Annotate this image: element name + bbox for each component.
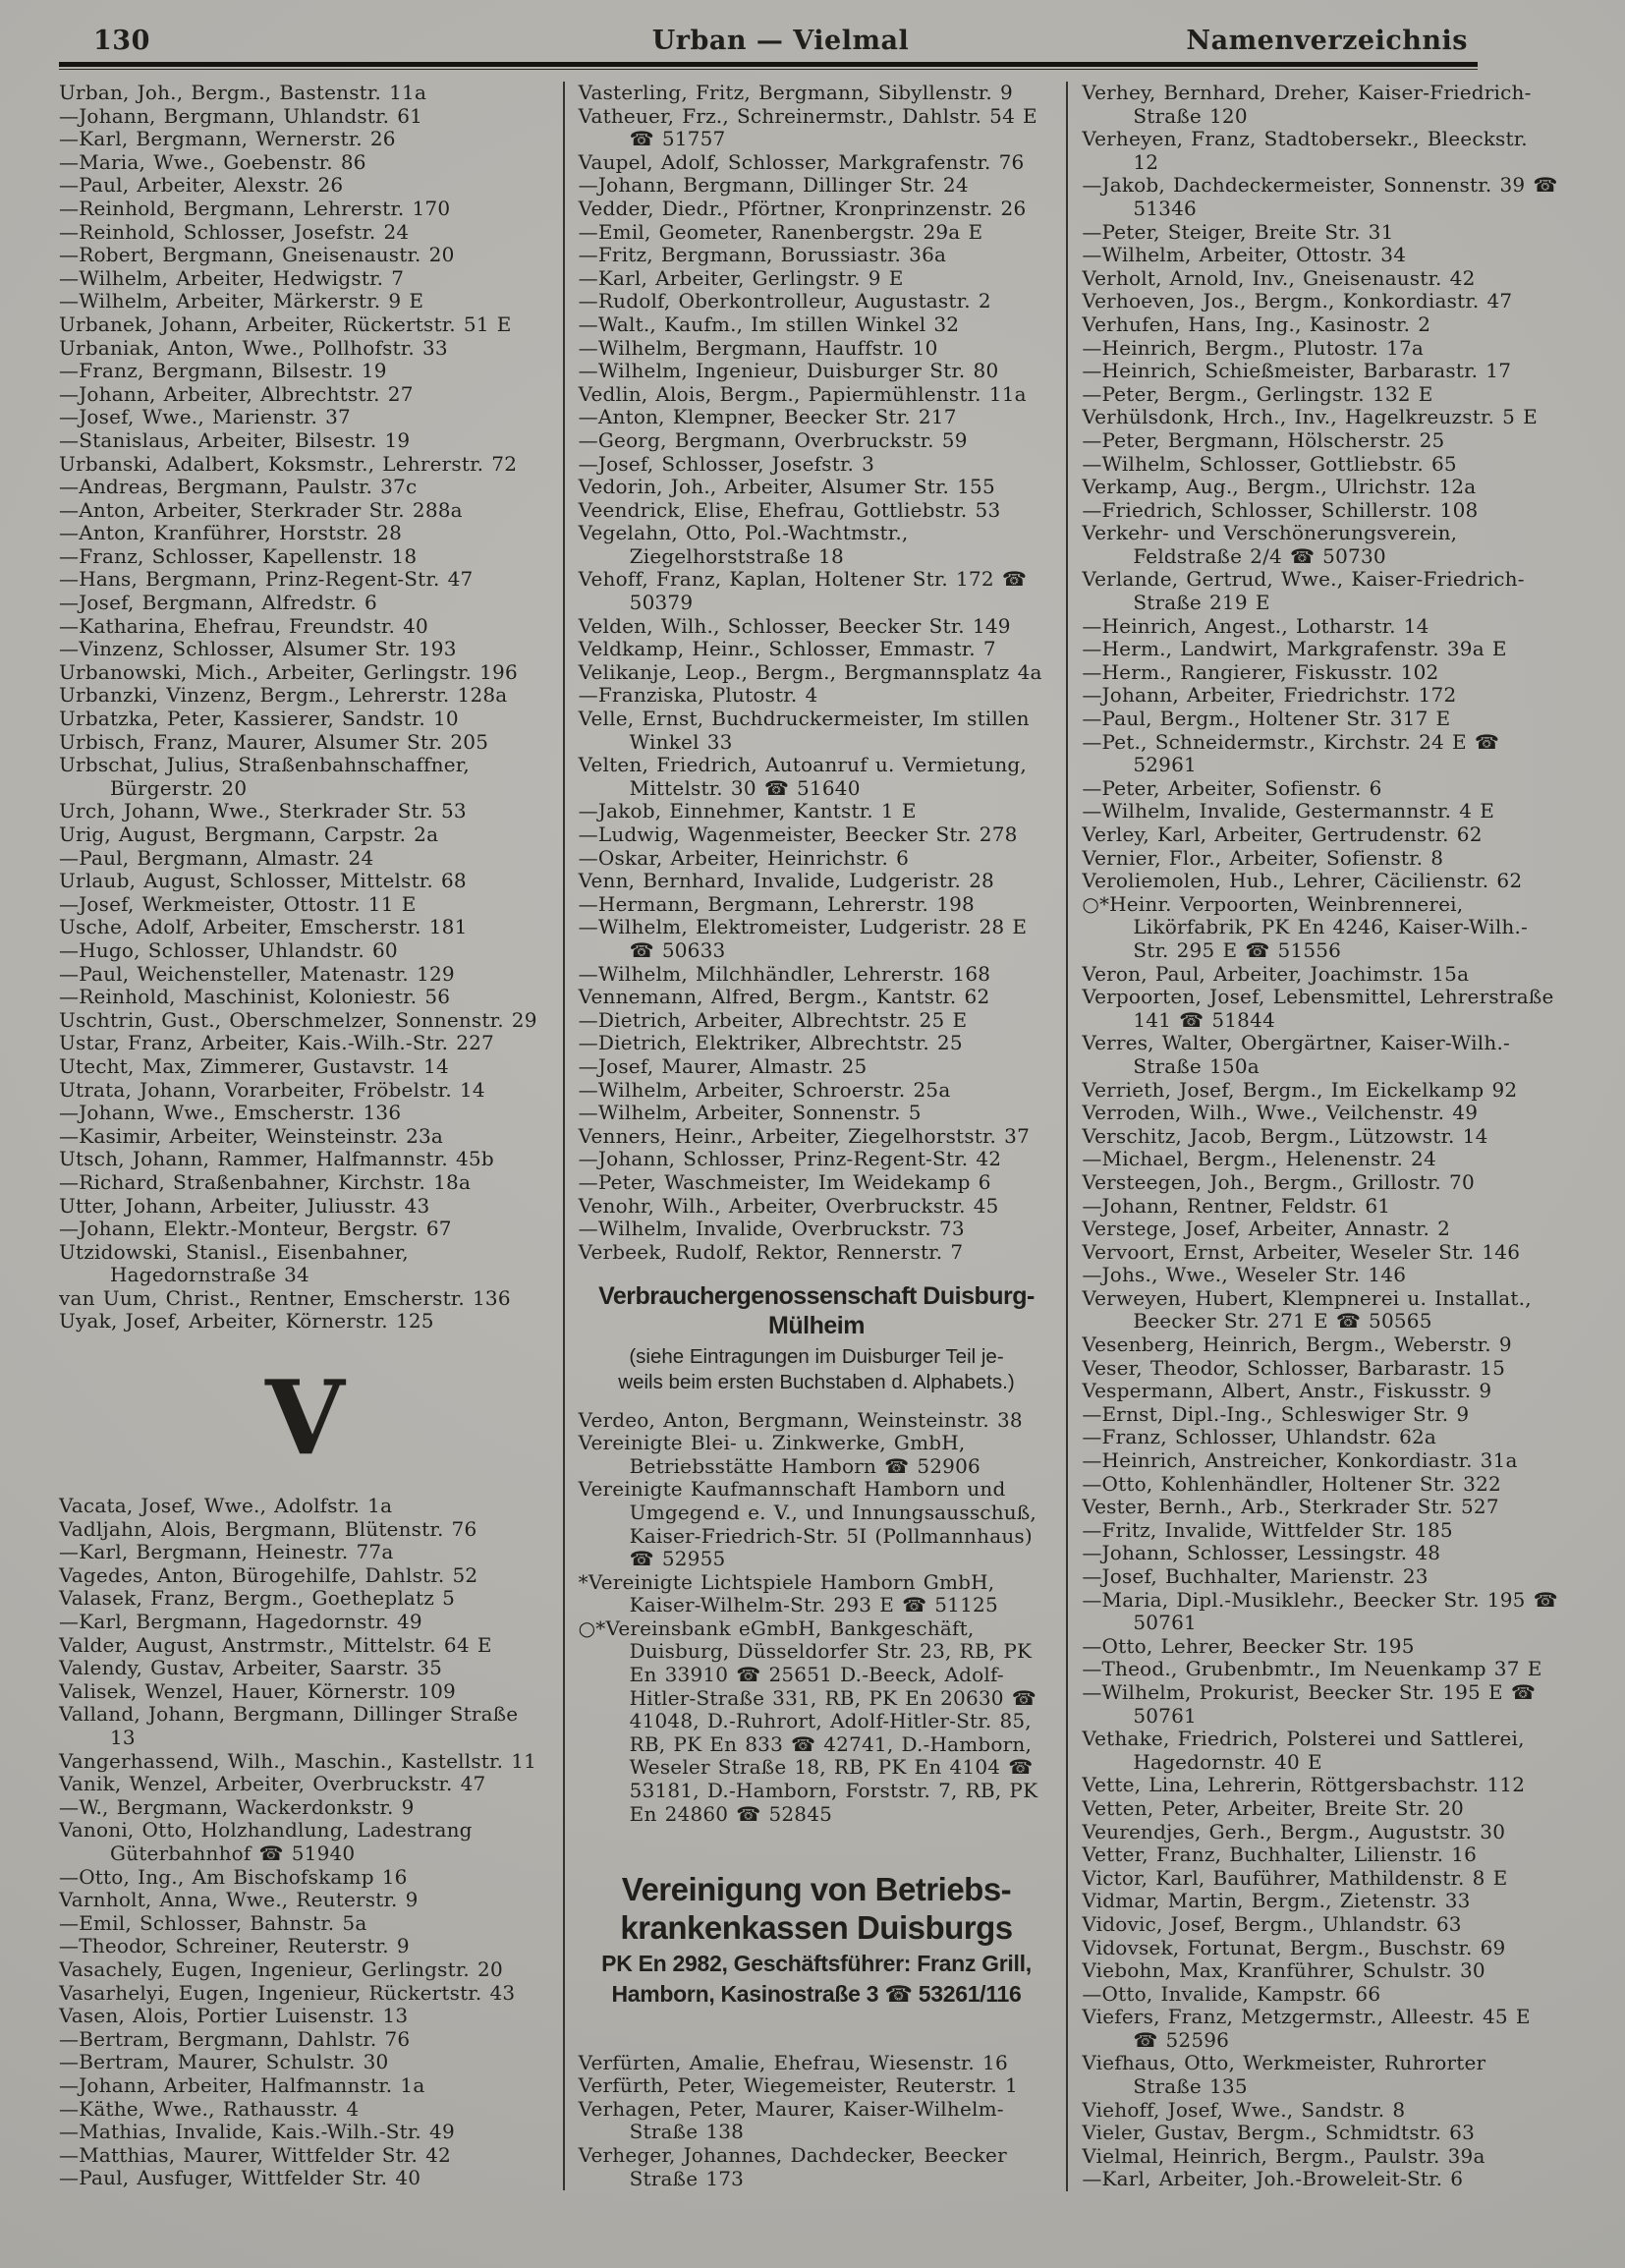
ad-consumer-coop-note: weils beim ersten Buchstaben d. Alphabets.) [618, 1370, 1015, 1393]
directory-entry: Vedlin, Alois, Bergm., Papiermühlenstr. 11a [578, 381, 1027, 406]
page-title: Urban — Vielmal [651, 26, 910, 56]
directory-entry: Verheyen, Franz, Stadtobersekr., Bleeckstr. 12 [1082, 127, 1528, 174]
directory-entry: Vegelahn, Otto, Pol.-Wachtmstr., Ziegelhorststraße 18 [578, 521, 909, 568]
directory-entry: —Reinhold, Schlosser, Josefstr. 24 [59, 219, 410, 244]
directory-entry: —Stanislaus, Arbeiter, Bilsestr. 19 [59, 427, 411, 452]
directory-entry: Versteegen, Joh., Bergm., Grillostr. 70 [1082, 1169, 1475, 1194]
directory-entry: Vidovsek, Fortunat, Bergm., Buschstr. 69 [1082, 1935, 1506, 1959]
directory-entry: Viehoff, Josef, Wwe., Sandstr. 8 [1082, 2097, 1406, 2122]
directory-entry: —Theod., Grubenbmtr., Im Neuenkamp 37 E [1082, 1657, 1542, 1681]
directory-entry: —Käthe, Wwe., Rathausstr. 4 [59, 2096, 360, 2121]
directory-entry: Valendy, Gustav, Arbeiter, Saarstr. 35 [59, 1656, 443, 1680]
directory-entry: —Wilhelm, Bergmann, Hauffstr. 10 [578, 335, 938, 360]
directory-entry: Verhoeven, Jos., Bergm., Konkordiastr. 47 [1082, 289, 1513, 313]
directory-entry: van Uum, Christ., Rentner, Emscherstr. 136 [59, 1285, 511, 1310]
directory-entry: —Wilhelm, Elektromeister, Ludgeristr. 28 E ☎ 50633 [578, 915, 1028, 962]
directory-columns [0, 70, 1625, 2191]
directory-entry: Verweyen, Hubert, Klempnerei u. Installat., Beecker Str. 271 E ☎ 50565 [1082, 1285, 1532, 1333]
directory-entry: —Matthias, Maurer, Wittfelder Str. 42 [59, 2142, 451, 2167]
directory-entry: —Ernst, Dipl.-Ing., Schleswiger Str. 9 [1082, 1401, 1470, 1426]
directory-entry: —Bertram, Maurer, Schulstr. 30 [59, 2050, 389, 2074]
directory-entry: —Wilhelm, Schlosser, Gottliebstr. 65 [1082, 451, 1457, 476]
directory-entry: —Karl, Bergmann, Wernerstr. 26 [59, 127, 396, 151]
directory-entry: —Johann, Bergmann, Dillinger Str. 24 [578, 173, 969, 198]
directory-entry: Varnholt, Anna, Wwe., Reuterstr. 9 [59, 1888, 419, 1912]
directory-entry: Utrata, Johann, Vorarbeiter, Fröbelstr. 14 [59, 1077, 485, 1102]
directory-entry: Verhülsdonk, Hrch., Inv., Hagelkreuzstr. 5 E [1082, 405, 1538, 429]
directory-entry: —Mathias, Invalide, Kais.-Wilh.-Str. 49 [59, 2120, 455, 2144]
directory-entry: —Josef, Buchhalter, Marienstr. 23 [1082, 1564, 1429, 1588]
directory-entry: —Friedrich, Schlosser, Schillerstr. 108 [1082, 497, 1479, 522]
directory-entry: —Josef, Maurer, Almastr. 25 [578, 1053, 868, 1078]
directory-entry: —Wilhelm, Arbeiter, Ottostr. 34 [1082, 243, 1407, 267]
directory-entry: —Johann, Arbeiter, Halfmannstr. 1a [59, 2072, 425, 2097]
directory-entry: —Johann, Arbeiter, Albrechtstr. 27 [59, 381, 414, 406]
directory-entry: Velten, Friedrich, Autoanruf u. Vermietung, Mittelstr. 30 ☎ 51640 [578, 753, 1027, 800]
directory-entry: —Peter, Bergmann, Hölscherstr. 25 [1082, 427, 1445, 452]
directory-entry: *Vereinigte Lichtspiele Hamborn GmbH, Kaiser-Wilhelm-Str. 293 E ☎ 51125 [578, 1569, 998, 1617]
directory-entry: —Bertram, Bergmann, Dahlstr. 76 [59, 2026, 411, 2051]
directory-entry: Vidovic, Josef, Bergm., Uhlandstr. 63 [1082, 1911, 1462, 1936]
directory-entry: —Heinrich, Anstreicher, Konkordiastr. 31a [1082, 1448, 1518, 1473]
directory-entry: —Kasimir, Arbeiter, Weinsteinstr. 23a [59, 1123, 444, 1148]
directory-entry: Verres, Walter, Obergärtner, Kaiser-Wilh.-Straße 150a [1082, 1031, 1510, 1078]
directory-entry: Vetter, Franz, Buchhalter, Lilienstr. 16 [1082, 1843, 1478, 1867]
directory-entry: —Johann, Arbeiter, Friedrichstr. 172 [1082, 683, 1457, 708]
directory-column-2 [563, 82, 1067, 2190]
directory-entry: Veendrick, Elise, Ehefrau, Gottliebstr. 53 [578, 497, 1001, 522]
directory-entry: Vetten, Peter, Arbeiter, Breite Str. 20 [1082, 1795, 1464, 1820]
directory-entry: —Richard, Straßenbahner, Kirchstr. 18a [59, 1169, 472, 1194]
directory-entry: —Wilhelm, Arbeiter, Märkerstr. 9 E [59, 289, 424, 313]
directory-entry: —Anton, Arbeiter, Sterkrader Str. 288a [59, 497, 463, 522]
directory-entry: Viebohn, Max, Kranführer, Schulstr. 30 [1082, 1958, 1485, 1983]
directory-entry: —Oskar, Arbeiter, Heinrichstr. 6 [578, 845, 910, 870]
header-rule-thick [59, 62, 1478, 67]
directory-entry: —Paul, Bergmann, Almastr. 24 [59, 845, 374, 870]
directory-entry: Vervoort, Ernst, Arbeiter, Weseler Str. 146 [1082, 1239, 1521, 1264]
directory-entry: Veron, Paul, Arbeiter, Joachimstr. 15a [1082, 961, 1470, 986]
directory-entry: —Theodor, Schreiner, Reuterstr. 9 [59, 1934, 410, 1958]
directory-entry: Utzidowski, Stanisl., Eisenbahner, Hagedornstraße 34 [59, 1239, 409, 1287]
directory-entry: Verbeek, Rudolf, Rektor, Rennerstr. 7 [578, 1239, 964, 1264]
directory-entry: —Georg, Bergmann, Overbruckstr. 59 [578, 427, 968, 452]
directory-entry: —Emil, Schlosser, Bahnstr. 5a [59, 1910, 367, 1935]
page-number: 130 [93, 26, 150, 56]
directory-entry: —Maria, Dipl.-Musiklehr., Beecker Str. 195 ☎ 50761 [1082, 1587, 1558, 1635]
directory-entry: Urbanzki, Vinzenz, Bergm., Lehrerstr. 128a [59, 683, 508, 708]
directory-entry: Urbanek, Johann, Arbeiter, Rückertstr. 51 E [59, 312, 512, 336]
directory-entry: Verholt, Arnold, Inv., Gneisenaustr. 42 [1082, 265, 1476, 290]
directory-entry: ○*Heinr. Verpoorten, Weinbrennerei, Likörfabrik, PK En 4246, Kaiser-Wilh.-Str. 295 E ☎ 51556 [1082, 891, 1529, 962]
directory-entry: —Otto, Lehrer, Beecker Str. 195 [1082, 1633, 1415, 1658]
directory-entry: Vasen, Alois, Portier Luisenstr. 13 [59, 2004, 409, 2028]
directory-entry: Urban, Joh., Bergm., Bastenstr. 11a [59, 81, 427, 104]
directory-entry: Veldkamp, Heinr., Schlosser, Emmastr. 7 [578, 637, 996, 661]
directory-entry: —Emil, Geometer, Ranenbergstr. 29a E [578, 219, 983, 244]
directory-entry: Uyak, Josef, Arbeiter, Körnerstr. 125 [59, 1309, 434, 1333]
directory-entry: Vedder, Diedr., Pförtner, Kronprinzenstr. 26 [578, 196, 1027, 220]
directory-entry: Vanik, Wenzel, Arbeiter, Overbruckstr. 47 [59, 1772, 486, 1796]
directory-entry: Vereinigte Blei- u. Zinkwerke, GmbH, Betriebsstätte Hamborn ☎ 52906 [578, 1431, 981, 1478]
directory-entry: Verfürth, Peter, Wiegemeister, Reuterstr. 1 [578, 2073, 1018, 2098]
directory-entry: Verhagen, Peter, Maurer, Kaiser-Wilhelm-Straße 138 [578, 2096, 1004, 2144]
directory-entry: Verpoorten, Josef, Lebensmittel, Lehrerstraße 141 ☎ 51844 [1082, 985, 1554, 1032]
directory-entry: Valland, Johann, Bergmann, Dillinger Straße 13 [59, 1702, 519, 1749]
directory-entry: —Dietrich, Arbeiter, Albrechtstr. 25 E [578, 1007, 968, 1032]
directory-entry: Vesenberg, Heinrich, Bergm., Weberstr. 9 [1082, 1332, 1512, 1357]
directory-entry: —Herm., Rangierer, Fiskusstr. 102 [1082, 659, 1439, 684]
directory-entry: —Vinzenz, Schlosser, Alsumer Str. 193 [59, 637, 457, 661]
directory-entry: Usche, Adolf, Arbeiter, Emscherstr. 181 [59, 915, 468, 939]
directory-entry: —Fritz, Invalide, Wittfelder Str. 185 [1082, 1517, 1453, 1542]
directory-entry: —W., Bergmann, Wackerdonkstr. 9 [59, 1794, 415, 1819]
directory-entry: —Wilhelm, Invalide, Gestermannstr. 4 E [1082, 799, 1495, 823]
directory-entry: —Heinrich, Schießmeister, Barbarastr. 17 [1082, 359, 1512, 383]
directory-entry: Vette, Lina, Lehrerin, Röttgersbachstr. 112 [1082, 1773, 1526, 1797]
directory-entry: Venn, Bernhard, Invalide, Ludgeristr. 28 [578, 869, 994, 893]
directory-entry: —Anton, Kranführer, Horststr. 28 [59, 521, 403, 545]
directory-entry: Valisek, Wenzel, Hauer, Körnerstr. 109 [59, 1678, 456, 1703]
directory-entry: —Paul, Bergm., Holtener Str. 317 E [1082, 707, 1451, 731]
directory-entry: Viefhaus, Otto, Werkmeister, Ruhrorter Straße 135 [1082, 2051, 1486, 2099]
directory-entry: Verroden, Wilh., Wwe., Veilchenstr. 49 [1082, 1101, 1479, 1125]
directory-entry: Valder, August, Anstrmstr., Mittelstr. 64 E [59, 1632, 492, 1657]
directory-entry: —Karl, Bergmann, Heinestr. 77a [59, 1540, 394, 1564]
directory-entry: Velle, Ernst, Buchdruckermeister, Im stillen Winkel 33 [578, 707, 1030, 754]
directory-entry: —Ludwig, Wagenmeister, Beecker Str. 278 [578, 822, 1018, 846]
directory-entry: Vasachely, Eugen, Ingenieur, Gerlingstr. 20 [59, 1956, 503, 1981]
directory-entry: —Wilhelm, Invalide, Overbruckstr. 73 [578, 1217, 965, 1241]
directory-entry: —Robert, Bergmann, Gneisenaustr. 20 [59, 243, 455, 267]
directory-entry: —Jakob, Einnehmer, Kantstr. 1 E [578, 799, 917, 823]
directory-entry: —Josef, Bergmann, Alfredstr. 6 [59, 591, 377, 615]
directory-entry: Valasek, Franz, Bergm., Goetheplatz 5 [59, 1586, 455, 1611]
directory-entry: Vehoff, Franz, Kaplan, Holtener Str. 172 ☎ 50379 [578, 567, 1027, 615]
directory-entry: —Reinhold, Maschinist, Koloniestr. 56 [59, 985, 451, 1009]
ad-betriebskrankenkassen-title-line: Vereinigung von Betriebs- [621, 1871, 1012, 1908]
directory-entry: —Herm., Landwirt, Markgrafenstr. 39a E [1082, 637, 1507, 661]
directory-entry: Vester, Bernh., Arb., Sterkrader Str. 527 [1082, 1495, 1499, 1519]
ad-consumer-coop-note: (siehe Eintragungen im Duisburger Teil je- [629, 1345, 1004, 1369]
directory-entry: Vereinigte Kaufmannschaft Hamborn und Umgegend e. V., und Innungsausschuß, Kaiser-Friedrich-Str. 5I (Pollmannhaus) ☎ 52955 [578, 1477, 1037, 1571]
directory-entry: Velden, Wilh., Schlosser, Beecker Str. 149 [578, 613, 1011, 638]
directory-entry: —Katharina, Ehefrau, Freundstr. 40 [59, 613, 428, 638]
directory-entry: —Wilhelm, Prokurist, Beecker Str. 195 E ☎ 50761 [1082, 1679, 1536, 1728]
directory-entry: Veser, Theodor, Schlosser, Barbarastr. 15 [1082, 1355, 1506, 1380]
section-letter-V: V [264, 1357, 345, 1479]
ad-betriebskrankenkassen-sub-line: Hamborn, Kasinostraße 3 ☎ 53261/116 [611, 1980, 1022, 2007]
directory-entry: —Johann, Wwe., Emscherstr. 136 [59, 1101, 402, 1125]
directory-entry: Vieler, Gustav, Bergm., Schmidtstr. 63 [1082, 2121, 1476, 2145]
directory-entry: —Peter, Steiger, Breite Str. 31 [1082, 219, 1394, 244]
directory-entry: —Karl, Bergmann, Hagedornstr. 49 [59, 1610, 422, 1634]
directory-entry: Utecht, Max, Zimmerer, Gustavstr. 14 [59, 1053, 449, 1078]
directory-entry: Urbanski, Adalbert, Koksmstr., Lehrerstr. 72 [59, 451, 518, 476]
directory-entry: Vernier, Flor., Arbeiter, Sofienstr. 8 [1082, 845, 1444, 870]
directory-entry: —Hans, Bergmann, Prinz-Regent-Str. 47 [59, 567, 474, 592]
directory-entry: Victor, Karl, Bauführer, Mathildenstr. 8 E [1082, 1865, 1508, 1890]
directory-entry: Urlaub, August, Schlosser, Mittelstr. 68 [59, 869, 467, 893]
directory-entry: Vasarhelyi, Eugen, Ingenieur, Rückertstr. 43 [59, 1980, 516, 2005]
directory-entry: —Paul, Ausfuger, Wittfelder Str. 40 [59, 2166, 421, 2190]
directory-entry: —Peter, Arbeiter, Sofienstr. 6 [1082, 775, 1382, 800]
directory-entry: —Walt., Kaufm., Im stillen Winkel 32 [578, 312, 960, 336]
directory-entry: Urch, Johann, Wwe., Sterkrader Str. 53 [59, 799, 467, 823]
directory-entry: —Karl, Arbeiter, Gerlingstr. 9 E [578, 265, 904, 290]
directory-entry: Vidmar, Martin, Bergm., Zietenstr. 33 [1082, 1889, 1471, 1913]
header-section-label: Namenverzeichnis [1186, 26, 1468, 56]
directory-column-3 [1066, 82, 1570, 2191]
directory-entry: —Karl, Arbeiter, Joh.-Broweleit-Str. 6 [1082, 2167, 1464, 2191]
directory-entry: —Otto, Kohlenhändler, Holtener Str. 322 [1082, 1471, 1501, 1496]
directory-entry: Vanoni, Otto, Holzhandlung, Ladestrang Güterbahnhof ☎ 51940 [59, 1818, 473, 1865]
directory-entry: Vethake, Friedrich, Polsterei und Sattlerei, Hagedornstr. 40 E [1082, 1727, 1525, 1774]
directory-entry: Urbanowski, Mich., Arbeiter, Gerlingstr. 196 [59, 659, 518, 684]
ad-betriebskrankenkassen-title-line: krankenkassen Duisburgs [620, 1909, 1013, 1947]
directory-entry: —Otto, Ing., Am Bischofskamp 16 [59, 1864, 408, 1889]
directory-entry: —Wilhelm, Arbeiter, Sonnenstr. 5 [578, 1101, 922, 1125]
directory-entry: Verhey, Bernhard, Dreher, Kaiser-Friedrich-Straße 120 [1082, 81, 1532, 128]
directory-entry: Verley, Karl, Arbeiter, Gertrudenstr. 62 [1082, 822, 1483, 846]
directory-entry: Ustar, Franz, Arbeiter, Kais.-Wilh.-Str. 227 [59, 1031, 494, 1055]
directory-entry: Vasterling, Fritz, Bergmann, Sibyllenstr. 9 [578, 81, 1013, 104]
directory-entry: Urbatzka, Peter, Kassierer, Sandstr. 10 [59, 707, 459, 731]
directory-entry: —Josef, Wwe., Marienstr. 37 [59, 405, 351, 429]
directory-entry: —Heinrich, Bergm., Plutostr. 17a [1082, 335, 1425, 360]
directory-entry: Veroliemolen, Hub., Lehrer, Cäcilienstr. 62 [1082, 869, 1523, 893]
directory-entry: Verfürten, Amalie, Ehefrau, Wiesenstr. 16 [578, 2050, 1008, 2074]
directory-entry: —Peter, Bergm., Gerlingstr. 132 E [1082, 381, 1433, 406]
directory-entry: Verkehr- und Verschönerungsverein, Feldstraße 2/4 ☎ 50730 [1082, 521, 1458, 568]
directory-entry: —Franz, Schlosser, Kapellenstr. 18 [59, 543, 418, 568]
directory-entry: —Franz, Bergmann, Bilsestr. 19 [59, 359, 387, 383]
directory-entry: —Franz, Schlosser, Uhlandstr. 62a [1082, 1425, 1437, 1449]
directory-entry: —Wilhelm, Ingenieur, Duisburger Str. 80 [578, 359, 999, 383]
directory-entry: —Reinhold, Bergmann, Lehrerstr. 170 [59, 196, 451, 220]
directory-entry: Verlande, Gertrud, Wwe., Kaiser-Friedrich-Straße 219 E [1082, 567, 1525, 615]
directory-entry: ○*Vereinsbank eGmbH, Bankgeschäft, Duisburg, Düsseldorfer Str. 23, RB, PK En 33910 ☎ 25651 D.-Beeck, Adolf-Hitler-Straße 331, RB, PK En 20630 ☎ 41048, D.-Ruhrort, Adolf-Hitler-Str. 85, RB, PK En 833 ☎ 42741, D.-Hamborn, Weseler Straße 18, RB, PK En 4104 ☎ 53181, D.-Hamborn, Forststr. 7, RB, PK En 24860 ☎ 52845 [578, 1616, 1038, 1826]
directory-entry: Verdeo, Anton, Bergmann, Weinsteinstr. 38 [578, 1407, 1023, 1432]
directory-entry: —Franziska, Plutostr. 4 [578, 683, 818, 708]
directory-entry: Vacata, Josef, Wwe., Adolfstr. 1a [59, 1494, 393, 1518]
directory-entry: Venohr, Wilh., Arbeiter, Overbruckstr. 45 [578, 1193, 999, 1218]
directory-entry: Utter, Johann, Arbeiter, Juliusstr. 43 [59, 1193, 430, 1218]
directory-entry: —Hermann, Bergmann, Lehrerstr. 198 [578, 891, 975, 916]
directory-entry: —Paul, Arbeiter, Alexstr. 26 [59, 173, 344, 198]
directory-entry: Verhufen, Hans, Ing., Kasinostr. 2 [1082, 312, 1431, 336]
directory-entry: Vagedes, Anton, Bürogehilfe, Dahlstr. 52 [59, 1562, 478, 1587]
directory-entry: Vennemann, Alfred, Bergm., Kantstr. 62 [578, 985, 990, 1009]
directory-entry: Vespermann, Albert, Anstr., Fiskusstr. 9 [1082, 1379, 1492, 1403]
directory-entry: Vangerhassend, Wilh., Maschin., Kastellstr. 11 [59, 1748, 537, 1773]
directory-entry: Verrieth, Josef, Bergm., Im Eickelkamp 92 [1082, 1077, 1518, 1102]
directory-entry: —Johs., Wwe., Weseler Str. 146 [1082, 1263, 1407, 1287]
directory-entry: Vielmal, Heinrich, Bergm., Paulstr. 39a [1082, 2143, 1485, 2168]
directory-entry: —Otto, Invalide, Kampstr. 66 [1082, 1981, 1381, 2006]
page-header [0, 0, 1625, 60]
directory-entry: —Dietrich, Elektriker, Albrechtstr. 25 [578, 1031, 963, 1055]
directory-entry: Vedorin, Joh., Arbeiter, Alsumer Str. 155 [578, 475, 995, 499]
directory-entry: Velikanje, Leop., Bergm., Bergmannsplatz 4a [578, 659, 1042, 684]
directory-entry: Uschtrin, Gust., Oberschmelzer, Sonnenstr. 29 [59, 1007, 537, 1032]
directory-entry: —Jakob, Dachdeckermeister, Sonnenstr. 39 ☎ 51346 [1082, 173, 1558, 220]
directory-entry: —Josef, Werkmeister, Ottostr. 11 E [59, 891, 417, 916]
ad-betriebskrankenkassen [579, 1871, 1055, 2008]
directory-entry: —Rudolf, Oberkontrolleur, Augustastr. 2 [578, 289, 991, 313]
directory-entry: Verheger, Johannes, Dachdecker, Beecker Straße 173 [578, 2142, 1007, 2190]
directory-entry: —Heinrich, Angest., Lotharstr. 14 [1082, 613, 1429, 638]
directory-entry: —Anton, Klempner, Beecker Str. 217 [578, 405, 957, 429]
directory-entry: —Paul, Weichensteller, Matenastr. 129 [59, 961, 455, 986]
directory-entry: Venners, Heinr., Arbeiter, Ziegelhorststr. 37 [578, 1123, 1030, 1148]
directory-entry: Verschitz, Jacob, Bergm., Lützowstr. 14 [1082, 1123, 1488, 1148]
directory-entry: —Peter, Waschmeister, Im Weidekamp 6 [578, 1169, 991, 1194]
directory-entry: —Johann, Elektr.-Monteur, Bergstr. 67 [59, 1217, 452, 1241]
directory-entry: —Hugo, Schlosser, Uhlandstr. 60 [59, 937, 398, 962]
directory-entry: —Pet., Schneidermstr., Kirchstr. 24 E ☎ 52961 [1082, 729, 1499, 777]
directory-entry: Utsch, Johann, Rammer, Halfmannstr. 45b [59, 1147, 494, 1171]
directory-entry: —Josef, Schlosser, Josefstr. 3 [578, 451, 875, 476]
directory-entry: —Johann, Rentner, Feldstr. 61 [1082, 1193, 1391, 1218]
directory-entry: Urbisch, Franz, Maurer, Alsumer Str. 205 [59, 729, 489, 754]
directory-entry: —Wilhelm, Arbeiter, Schroerstr. 25a [578, 1077, 951, 1102]
directory-entry: Vaupel, Adolf, Schlosser, Markgrafenstr. 76 [578, 149, 1025, 174]
directory-entry: Urig, August, Bergmann, Carpstr. 2a [59, 822, 439, 846]
directory-entry: —Johann, Schlosser, Lessingstr. 48 [1082, 1541, 1441, 1565]
directory-entry: Urbaniak, Anton, Wwe., Pollhofstr. 33 [59, 335, 448, 360]
ad-betriebskrankenkassen-sub-line: PK En 2982, Geschäftsführer: Franz Grill, [601, 1951, 1032, 1977]
directory-column-1 [59, 82, 563, 2190]
ad-consumer-coop-title: Verbrauchergenossenschaft Duisburg-Mülheim [598, 1282, 1035, 1340]
directory-entry: Verstege, Josef, Arbeiter, Annastr. 2 [1082, 1217, 1450, 1241]
directory-entry: —Andreas, Bergmann, Paulstr. 37c [59, 475, 418, 499]
directory-entry: —Michael, Bergm., Helenenstr. 24 [1082, 1147, 1436, 1171]
directory-entry: Verkamp, Aug., Bergm., Ulrichstr. 12a [1082, 475, 1477, 499]
directory-entry: —Johann, Schlosser, Prinz-Regent-Str. 42 [578, 1147, 1002, 1171]
directory-entry: —Fritz, Bergmann, Borussiastr. 36a [578, 243, 947, 267]
directory-entry: —Johann, Bergmann, Uhlandstr. 61 [59, 103, 423, 128]
directory-entry: Veurendjes, Gerh., Bergm., Auguststr. 30 [1082, 1819, 1506, 1843]
directory-entry: Urbschat, Julius, Straßenbahnschaffner, Bürgerstr. 20 [59, 753, 470, 800]
directory-entry: —Wilhelm, Milchhändler, Lehrerstr. 168 [578, 961, 991, 986]
directory-entry: Vatheuer, Frz., Schreinermstr., Dahlstr. 54 E ☎ 51757 [578, 103, 1037, 151]
directory-entry: Viefers, Franz, Metzgermstr., Alleestr. 45 E ☎ 52596 [1082, 2005, 1531, 2052]
directory-entry: Vadljahn, Alois, Bergmann, Blütenstr. 76 [59, 1516, 477, 1541]
directory-entry: —Maria, Wwe., Goebenstr. 86 [59, 149, 366, 174]
directory-entry: —Wilhelm, Arbeiter, Hedwigstr. 7 [59, 265, 405, 290]
